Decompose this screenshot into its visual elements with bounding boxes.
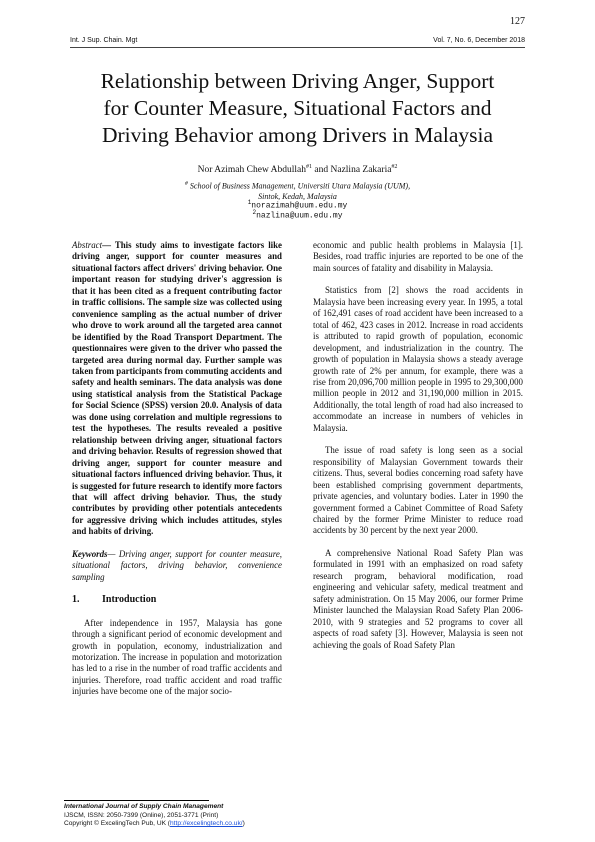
body-paragraph: economic and public health problems in Malaysia [1]. Besides, road traffic injuries are reported to be one of the main sources of fatality and disability in Malaysia. (313, 240, 523, 273)
email-text: norazimah@uum.edu.my (251, 201, 348, 211)
author-name: Nazlina Zakaria (330, 165, 392, 176)
abstract (72, 240, 282, 538)
keywords-text: Driving anger, support for counter measure, situational factors, driving behavior, convenience sampling (72, 548, 282, 582)
section-number: 1. (72, 594, 80, 606)
keywords-label: Keywords (72, 548, 108, 559)
footer-rule (64, 800, 209, 801)
affiliation-marker: # (184, 181, 188, 187)
page-footer (64, 800, 304, 829)
abstract-dash: — (102, 240, 115, 250)
title-line: for Counter Measure, Situational Factors and (103, 96, 492, 120)
section-heading (72, 594, 282, 605)
author-name: Nor Azimah Chew Abdullah (197, 165, 307, 176)
footer-copyright: Copyright © ExcelingTech Pub, UK (http://excelingtech.co.uk/) (64, 820, 245, 827)
abstract-text: This study aims to investigate factors like driving anger, support for counter measures and situational factors affect drivers' driving behavior. One important reason for studying driver's aggression is that it has been cited as a frequent contributing factor in traffic collisions. The sample size was collected using convenience sampling as the actual number of driver who drove to work around all the targeted area cannot be identified by the Road Transport Department. The questionnaires were given to the driver who passed the targeted area during normal day. Further sample was taken from participants from commuting accidents and safety and health seminars. The data analysis was done using statistical analysis from the Statistical Package for Social Science (SPSS) version 20.0. Analysis of data was done using correlation and multiple regressions to test the hypotheses. The results revealed a positive relationship between driving anger, situational factors and driving behavior. Results of regression showed that driving anger, support for counter measure and situational factors influenced driving behavior. Thus, it is suggested for future research to identify more factors that will affect driving behavior. Thus, the study contributes by providing other potentials antecedents for aggressive driving which includes attitudes, styles and habits of driving. (72, 240, 282, 537)
footer-link[interactable]: http://excelingtech.co.uk/ (170, 820, 243, 827)
right-column (313, 240, 523, 662)
keywords-dash: — (107, 548, 119, 559)
email-text: nazlina@uum.edu.my (256, 211, 343, 221)
email-marker: 2 (252, 209, 257, 216)
keywords (72, 549, 282, 583)
affiliation-line: Sintok, Kedah, Malaysia (258, 191, 337, 201)
running-head-volume: Vol. 7, No. 6, December 2018 (433, 37, 525, 44)
footer-issn: IJSCM, ISSN: 2050-7399 (Online), 2051-3771 (Print) (64, 811, 219, 819)
email-marker: 1 (247, 199, 252, 206)
body-paragraph: A comprehensive National Road Safety Plan was formulated in 1991 with an emphasized on road safety research program, behavioral modification, road engineering and vehicular safety, medical treatment and safety administration. On 15 May 2006, our former Prime Minister launched the Malaysian Road Safety Plan 2006-2010, with 9 strategies and 52 programs to cover all aspects of road safety [3]. However, Malaysia is seen not achieving the goals of Road Safety Plan (313, 547, 523, 650)
author-marker: #1 (306, 164, 313, 170)
running-head (70, 37, 525, 48)
body-paragraph: After independence in 1957, Malaysia has gone through a significant period of economic development and growth in population, economy, industrialization and motorization. The increase in population and motorization has led to a rise in the number of road traffic accidents and injuries. Therefore, road traffic accident and road traffic injuries have become one of the major socio- (72, 617, 282, 697)
section-title: Introduction (102, 594, 157, 606)
title-line: Driving Behavior among Drivers in Malaysia (101, 123, 494, 147)
title-line: Relationship between Driving Anger, Support (100, 69, 495, 93)
body-paragraph: Statistics from [2] shows the road accidents in Malaysia have been increasing every year. In 1995, a total of 162,491 cases of road accident have been increased to a total of 462, 423 cases in 2012. Increase in road accidents is attributed to rapid growth of population, economic development, and industrialization in the country. The growth of population in Malaysia shows a steady average growth rate of 2% per annum, for example, there was a rise from 20,096,700 million people in 1995 to 29,300,000 million people in 2012 and 31,190,000 million in 2015. Additionally, the total length of road had also increased to accommodate an increase in numbers of vehicles in Malaysia. (313, 285, 523, 433)
author-email[interactable] (60, 209, 535, 221)
author-conjunction: and (312, 165, 331, 176)
affiliation-line: School of Business Management, Universiti Utara Malaysia (UUM), (189, 181, 411, 191)
footer-journal: International Journal of Supply Chain Management (64, 803, 224, 810)
abstract-label: Abstract (72, 240, 103, 250)
page-number: 127 (510, 16, 525, 27)
left-column (72, 240, 282, 709)
running-head-journal: Int. J Sup. Chain. Mgt (70, 37, 138, 44)
author-marker: #2 (391, 164, 398, 170)
body-paragraph: The issue of road safety is long seen as a social responsibility of Malaysian Government towards their citizens. Thus, several bodies concerning road safety have been established comprising government departments, private agencies, and voluntary bodies. Later in 1990 the government formed a Cabinet Committee of Road Safety chaired by the former Prime Minister to reduce road accidents by 30 percent by the next year 2000. (313, 445, 523, 536)
paper-title (60, 68, 535, 149)
author-list (60, 164, 535, 175)
